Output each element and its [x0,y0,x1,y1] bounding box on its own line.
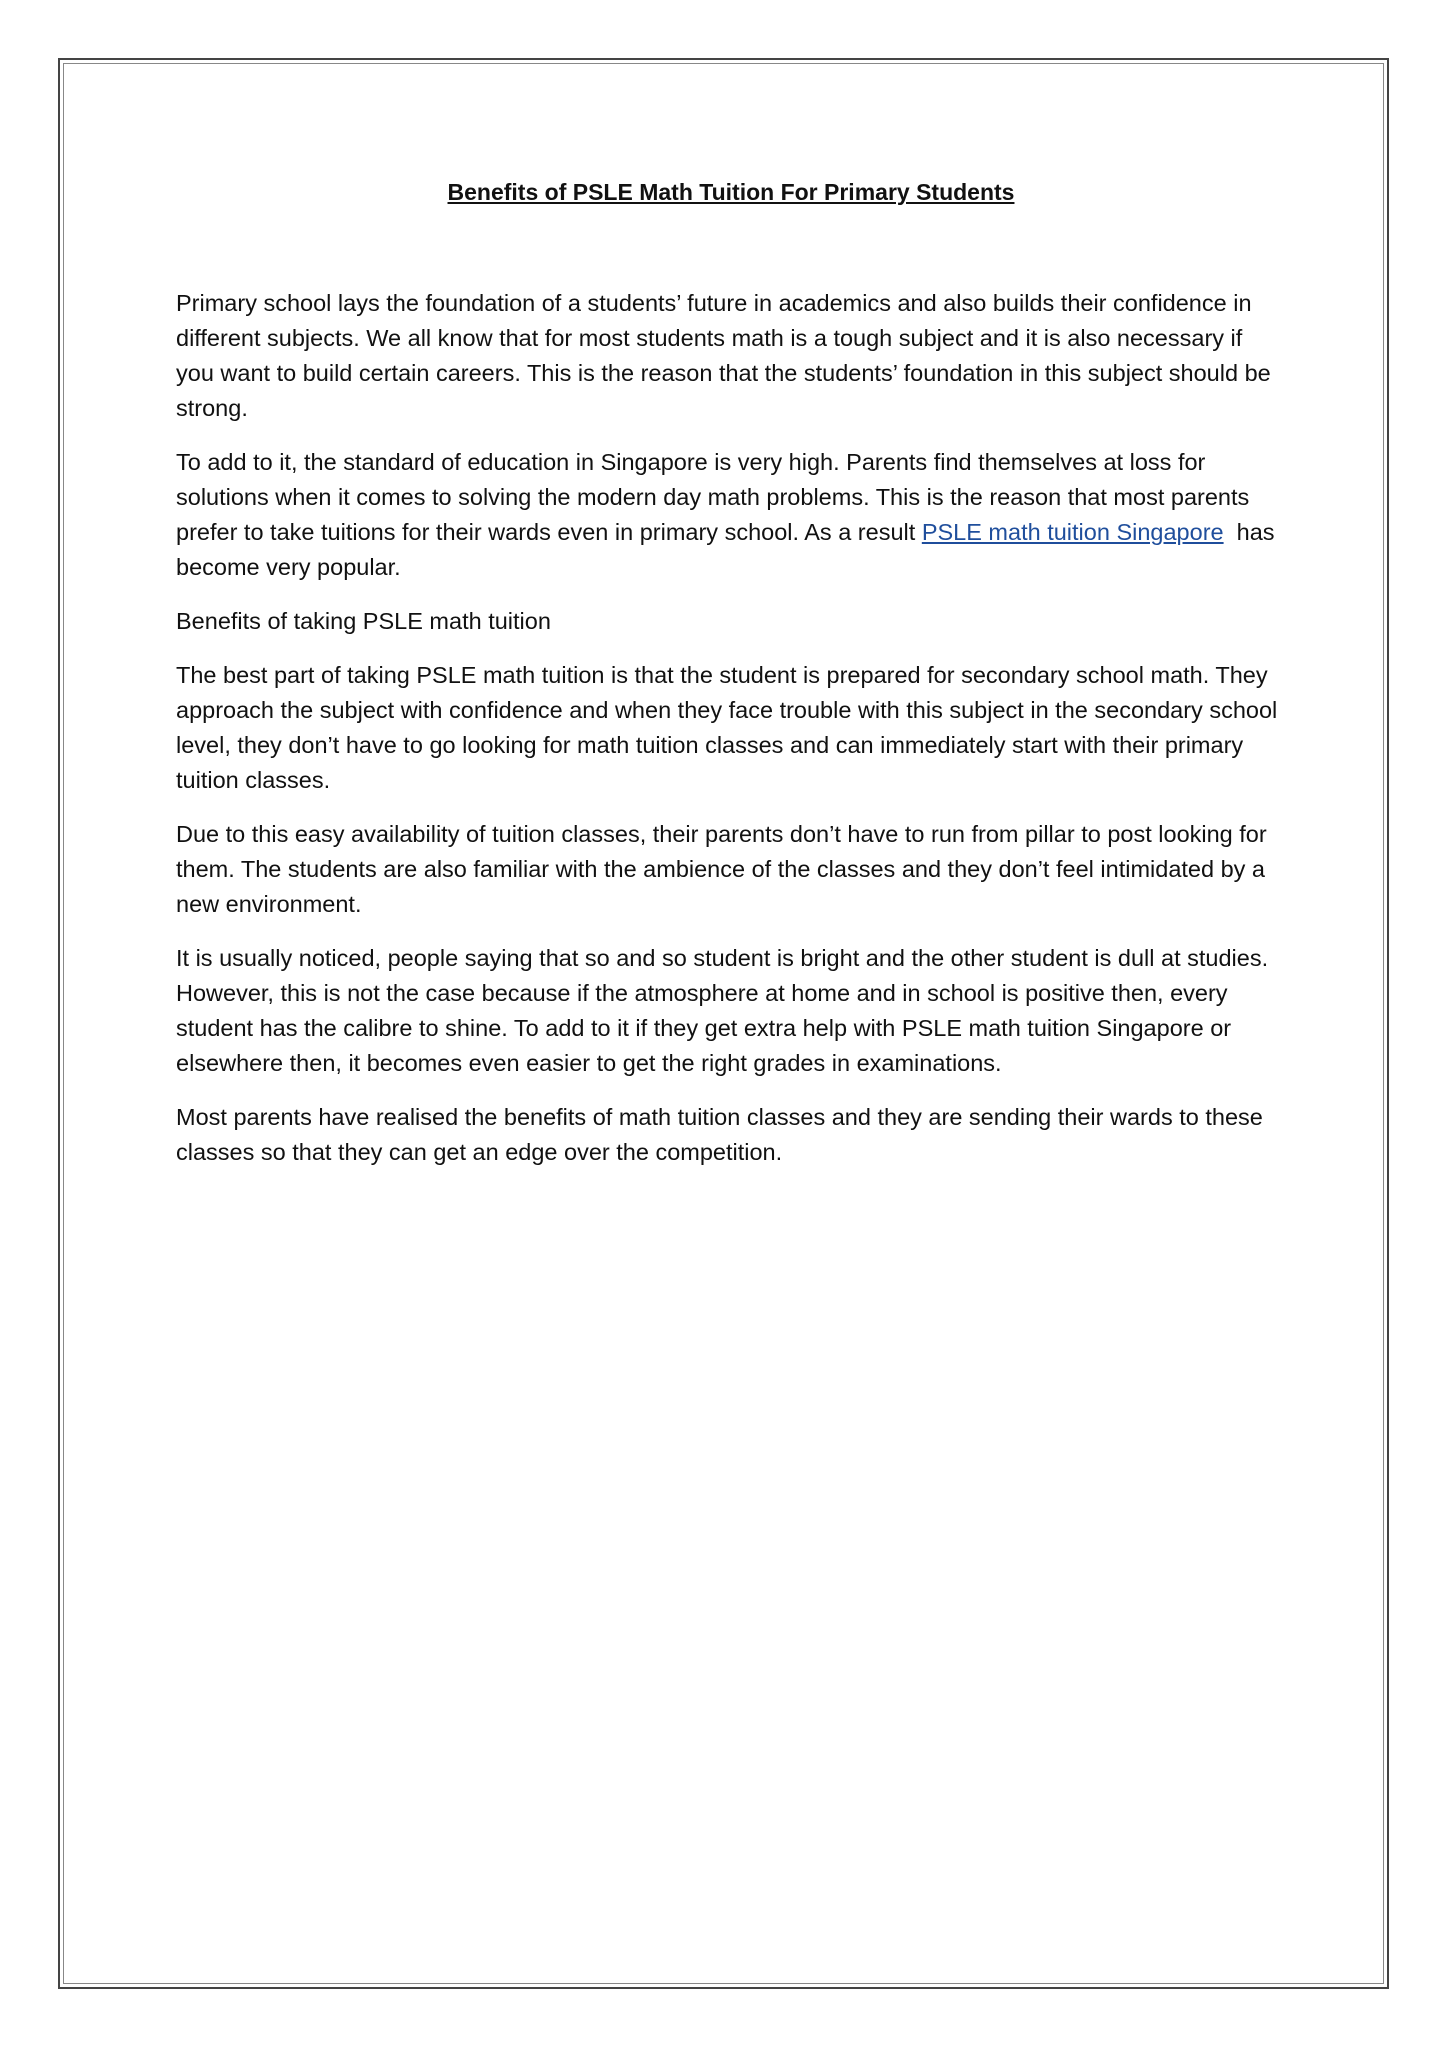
paragraph-conclusion: Most parents have realised the benefits of math tuition classes and they are sending their wards to these classes so that they can get an edge over the competition. [176,1104,1263,1165]
paragraph-best-part: The best part of taking PSLE math tuition is that the student is prepared for secondary school math. They approach the subject with confidence and when they face trouble with this subject in the secondary school level, they don’t have to go looking for math tuition classes and can immediately start with their primary tuition classes. [176,662,1278,793]
document-body [176,176,1286,1189]
paragraph-intro: Primary school lays the foundation of a students’ future in academics and also builds their confidence in different subjects. We all know that for most students math is a tough subject and it is also necessary if you want to build certain careers. This is the reason that the students’ foundation in this subject should be strong. [176,290,1271,421]
psle-math-tuition-link[interactable]: PSLE math tuition Singapore [921,519,1224,545]
paragraph-text-before-link: To add to it, the standard of education in Singapore is very high. Parents find themselves at loss for solutions when it comes to solving the modern day math problems. This is the reason that most parents prefer to take tuitions for their wards even in primary school. As a result [176,449,1250,545]
paragraph-usually-noticed: It is usually noticed, people saying that so and so student is bright and the other student is dull at studies. However, this is not the case because if the atmosphere at home and in school is positive then, every student has the calibre to shine. To add to it if they get extra help with PSLE math tuition Singapore or elsewhere then, it becomes even easier to get the right grades in examinations. [176,945,1269,1076]
document-title: Benefits of PSLE Math Tuition For Primary Students [447,179,1015,205]
section-heading-benefits: Benefits of taking PSLE math tuition [176,608,551,634]
paragraph-singapore-standard [176,445,1286,585]
paragraph-availability: Due to this easy availability of tuition classes, their parents don’t have to run from pillar to post looking for them. The students are also familiar with the ambience of the classes and they don’t feel intimidated by a new environment. [176,821,1267,917]
paragraph-text-after-link: has become very popular. [176,519,1282,580]
